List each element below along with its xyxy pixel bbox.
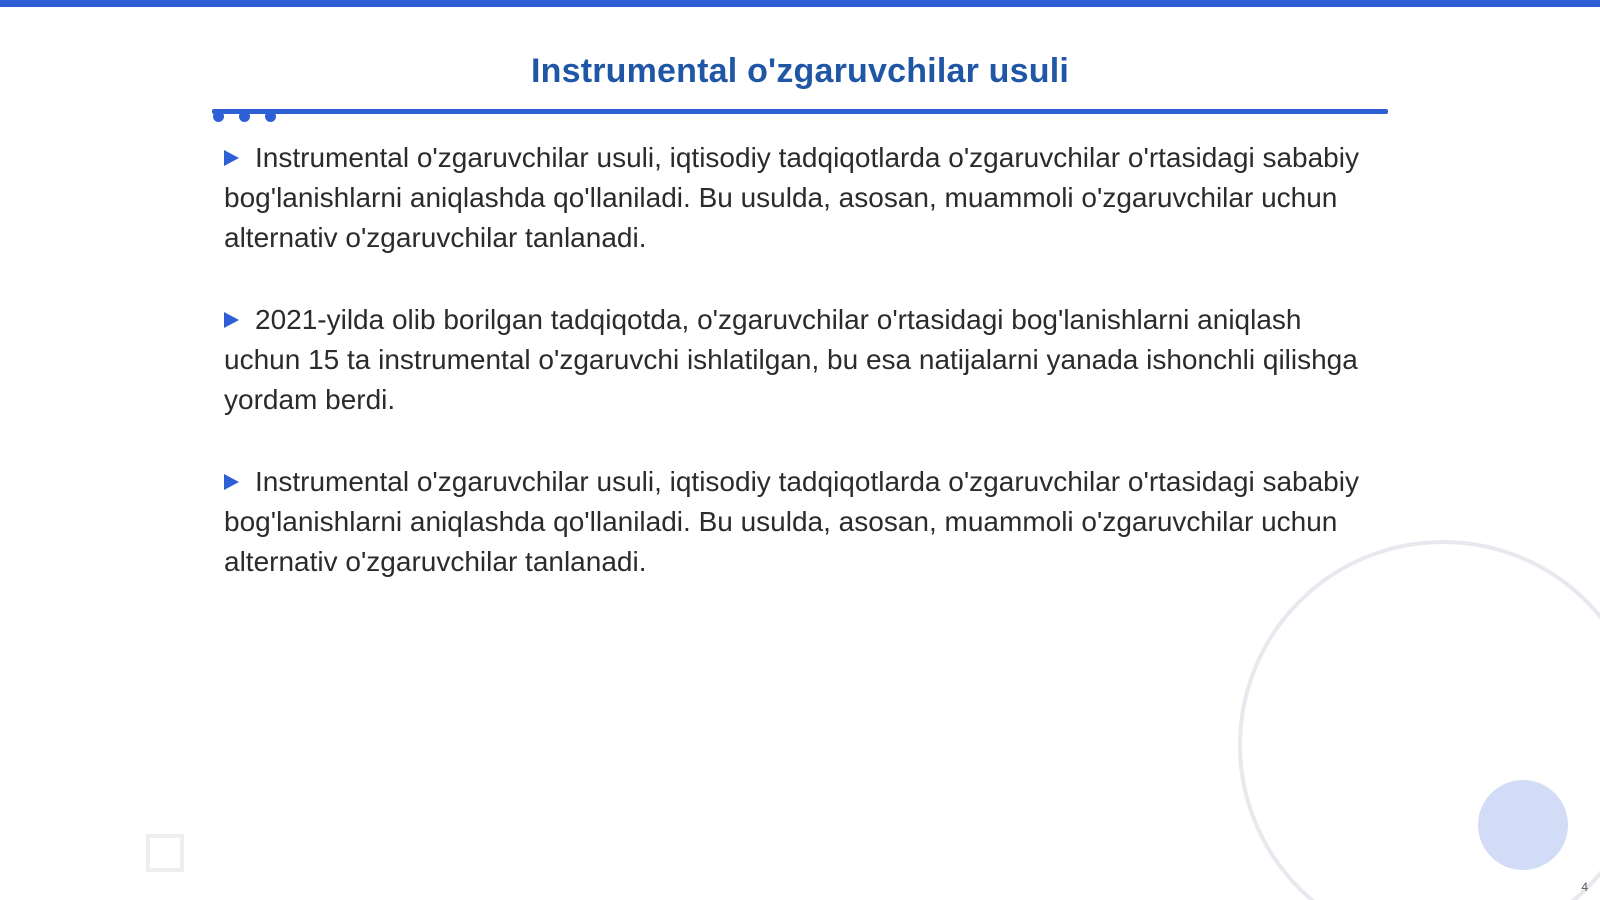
- decorative-square: [146, 834, 184, 872]
- top-accent-bar: [0, 0, 1600, 7]
- bullet-text: Instrumental o'zgaruvchilar usuli, iqtisodiy tadqiqotlarda o'zgaruvchilar o'rtasidagi sababiy bog'lanishlarni aniqlashda qo'llaniladi. Bu usulda, asosan, muammoli o'zgaruvchilar uchun alternativ o'zgaruvchilar tanlanadi.: [224, 466, 1359, 577]
- triangle-right-icon: [224, 312, 239, 328]
- bullet-text: 2021-yilda olib borilgan tadqiqotda, o'zgaruvchilar o'rtasidagi bog'lanishlarni aniqlash uchun 15 ta instrumental o'zgaruvchi ishlatilgan, bu esa natijalarni yanada ishonchli qilishga yordam berdi.: [224, 304, 1358, 415]
- triangle-right-icon: [224, 150, 239, 166]
- bullet-list: [224, 138, 1384, 624]
- decorative-dot: [239, 111, 250, 122]
- triangle-right-icon: [224, 474, 239, 490]
- bullet-item: [224, 462, 1384, 582]
- bullet-item: [224, 138, 1384, 258]
- slide-title: Instrumental o'zgaruvchilar usuli: [530, 52, 1070, 90]
- title-underline: [212, 109, 1388, 114]
- decorative-dot: [213, 111, 224, 122]
- decorative-dot: [265, 111, 276, 122]
- page-number: 4: [1581, 880, 1588, 894]
- decorative-circle: [1478, 780, 1568, 870]
- bullet-item: [224, 300, 1384, 420]
- bullet-text: Instrumental o'zgaruvchilar usuli, iqtisodiy tadqiqotlarda o'zgaruvchilar o'rtasidagi sababiy bog'lanishlarni aniqlashda qo'llaniladi. Bu usulda, asosan, muammoli o'zgaruvchilar uchun alternativ o'zgaruvchilar tanlanadi.: [224, 142, 1359, 253]
